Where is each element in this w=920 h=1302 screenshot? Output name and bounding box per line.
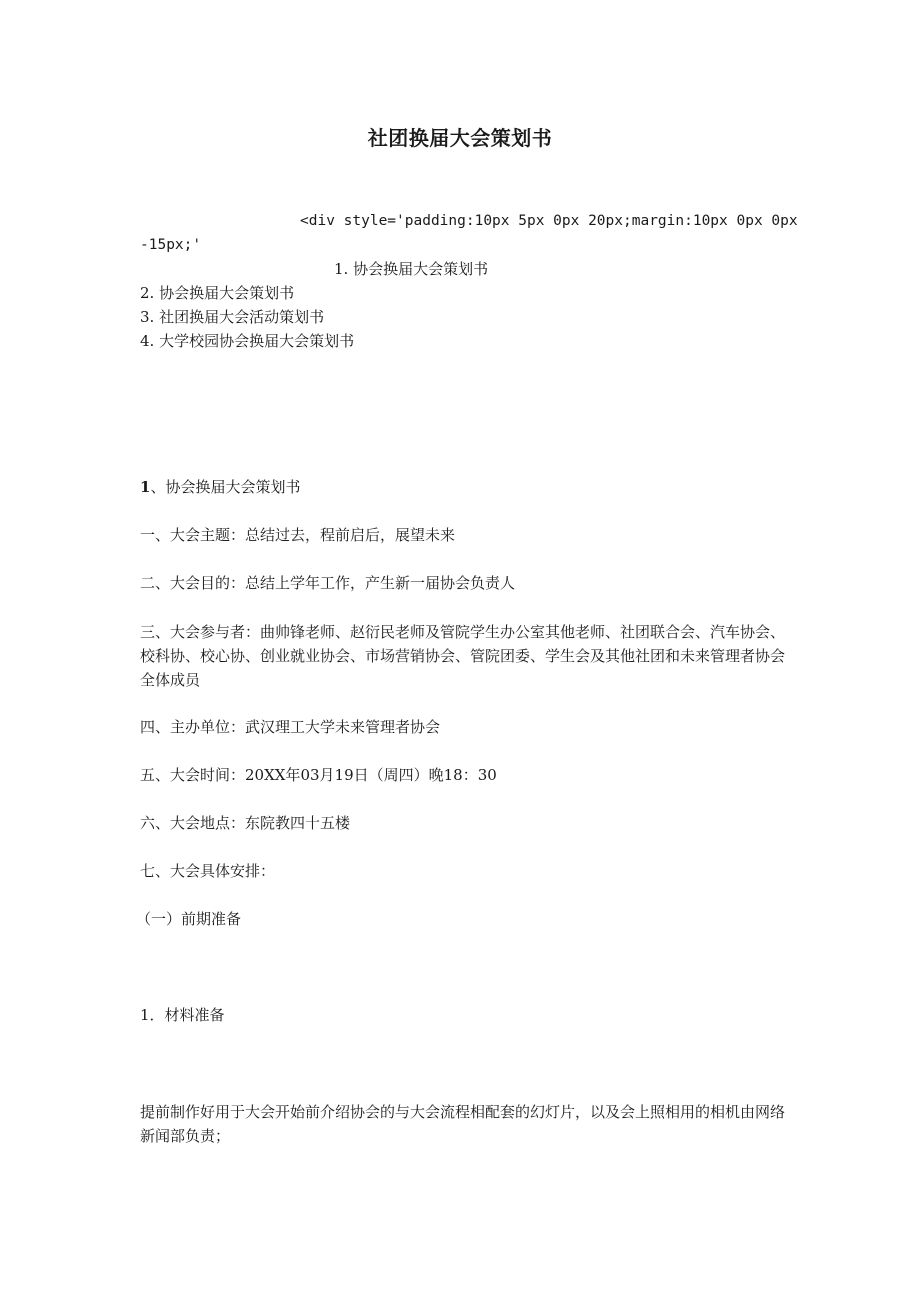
item-purpose: 二、大会目的：总结上学年工作，产生新一届协会负责人 bbox=[140, 574, 516, 592]
item-time: 五、大会时间：20XX年03月19日（周四）晚18：30 bbox=[140, 766, 497, 784]
section-heading bbox=[140, 476, 300, 498]
sub-heading-materials: 1．材料准备 bbox=[140, 1006, 225, 1024]
item-organizer: 四、主办单位：武汉理工大学未来管理者协会 bbox=[140, 718, 441, 736]
item-location: 六、大会地点：东院教四十五楼 bbox=[140, 814, 351, 832]
toc-item-2: 2. 协会换届大会策划书 bbox=[140, 284, 295, 302]
code-line-1: <div style='padding:10px 5px 0px 20px;margin:10px 0px 0px bbox=[300, 213, 798, 229]
toc-item-1: 1. 协会换届大会策划书 bbox=[334, 260, 489, 278]
item-participants: 三、大会参与者：曲帅锋老师、赵衍民老师及管院学生办公室其他老师、社团联合会、汽车协会、校科协、校心协、创业就业协会、市场营销协会、管院团委、学生会及其他社团和未来管理者协会全体成员 bbox=[140, 623, 786, 689]
item-preparation: （一）前期准备 bbox=[136, 910, 242, 928]
document-title: 社团换届大会策划书 bbox=[367, 126, 553, 150]
toc-item-4: 4. 大学校园协会换届大会策划书 bbox=[140, 332, 355, 350]
section-heading-number: 1 bbox=[140, 478, 151, 496]
code-line-2: -15px;' bbox=[140, 237, 202, 253]
item-arrangement: 七、大会具体安排： bbox=[140, 862, 276, 880]
item-theme: 一、大会主题：总结过去，程前启后，展望未来 bbox=[140, 526, 456, 544]
section-heading-text: 、协会换届大会策划书 bbox=[150, 478, 301, 496]
body-paragraph: 提前制作好用于大会开始前介绍协会的与大会流程相配套的幻灯片，以及会上照相用的相机由网络新闻部负责； bbox=[140, 1103, 786, 1145]
toc-item-3: 3. 社团换届大会活动策划书 bbox=[140, 308, 325, 326]
